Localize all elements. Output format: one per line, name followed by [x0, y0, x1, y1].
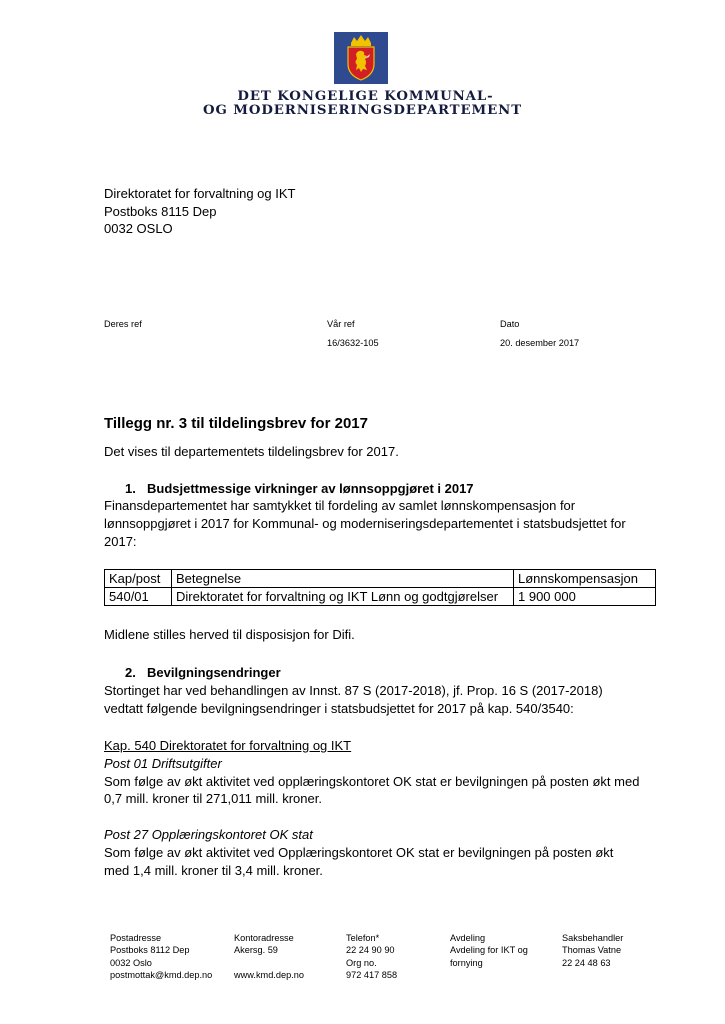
footer-kontoradresse: Kontoradresse Akersg. 59 www.kmd.dep.no [234, 933, 304, 980]
recipient-address [104, 185, 295, 238]
kap-block: Kap. 540 Direktoratet for forvaltning og IKT Post 01 Driftsutgifter Som følge av økt aktivitet ved opplæringskontoret OK stat er bevilgningen på posten økt med 0,7 mill. kroner til 271,011 mill. kroner. [104, 737, 664, 808]
recipient-street: Postboks 8115 Dep [104, 203, 217, 219]
table-row [105, 588, 656, 606]
deres-ref-label: Deres ref [104, 319, 142, 329]
var-ref-label: Vår ref [327, 319, 355, 329]
compensation-table [104, 569, 656, 606]
footer-telefon: Telefon* 22 24 90 90 Org no. 972 417 858 [346, 933, 398, 980]
recipient-name: Direktoratet for forvaltning og IKT [104, 186, 296, 201]
footer-website[interactable]: www.kmd.dep.no [234, 969, 304, 980]
intro-text: Det vises til departementets tildelingsbrev for 2017. [104, 444, 399, 459]
dato-label: Dato [500, 319, 520, 329]
footer-postadresse: Postadresse Postboks 8112 Dep 0032 Oslo postmottak@kmd.dep.no [110, 933, 213, 980]
section1-heading: Budsjettmessige virkninger av lønnsoppgjøret i 2017 [147, 481, 474, 496]
post01-heading: Post 01 Driftsutgifter [104, 755, 222, 771]
section2-text: Stortinget har ved behandlingen av Innst. 87 S (2017-2018), jf. Prop. 16 S (2017-2018) vedtatt følgende bevilgningsendringer i statsbudsjettet for 2017 på kap. 540/3540: [104, 683, 603, 716]
kap-heading: Kap. 540 Direktoratet for forvaltning og IKT [104, 738, 352, 753]
department-name-line2: OG MODERNISERINGSDEPARTEMENT [202, 103, 523, 118]
section1-number: 1. [125, 481, 136, 496]
post27-heading: Post 27 Opplæringskontoret OK stat [104, 827, 313, 842]
after-table-text: Midlene stilles herved til disposisjon for Difi. [104, 627, 355, 642]
var-ref-value: 16/3632-105 [327, 338, 379, 348]
letter-title: Tillegg nr. 3 til tildelingsbrev for 2017 [104, 415, 368, 432]
dato-value: 20. desember 2017 [500, 338, 580, 348]
table-header-cell: Kap/post [105, 570, 172, 588]
table-header-cell: Lønnskompensasjon [514, 570, 656, 588]
footer-avdeling: Avdeling Avdeling for IKT og fornying [450, 933, 528, 968]
section2-heading: Bevilgningsendringer [147, 665, 281, 680]
section1-text: Finansdepartementet har samtykket til fordeling av samlet lønnskompensasjon for lønnsoppgjøret i 2017 for Kommunal- og moderniseringsdepartementet i statsbudsjettet for 2017: [104, 498, 626, 549]
footer-email[interactable]: postmottak@kmd.dep.no [110, 969, 213, 980]
section2-number: 2. [125, 665, 136, 680]
table-header-cell: Betegnelse [172, 570, 514, 588]
table-header-row [105, 570, 656, 588]
recipient-city: 0032 OSLO [104, 221, 173, 236]
footer-saksbehandler: Saksbehandler Thomas Vatne 22 24 48 63 [562, 933, 624, 968]
table-cell: 540/01 [105, 588, 172, 606]
table-cell: 1 900 000 [514, 588, 656, 606]
table-cell: Direktoratet for forvaltning og IKT Lønn og godtgjørelser [172, 588, 514, 606]
department-name-line1: DET KONGELIGE KOMMUNAL- [237, 89, 494, 104]
post27-block: Post 27 Opplæringskontoret OK stat Som følge av økt aktivitet ved Opplæringskontoret OK stat er bevilgningen på posten økt med 1,4 mill. kroner til 3,4 mill. kroner. [104, 826, 664, 879]
coat-of-arms-icon [334, 32, 388, 84]
